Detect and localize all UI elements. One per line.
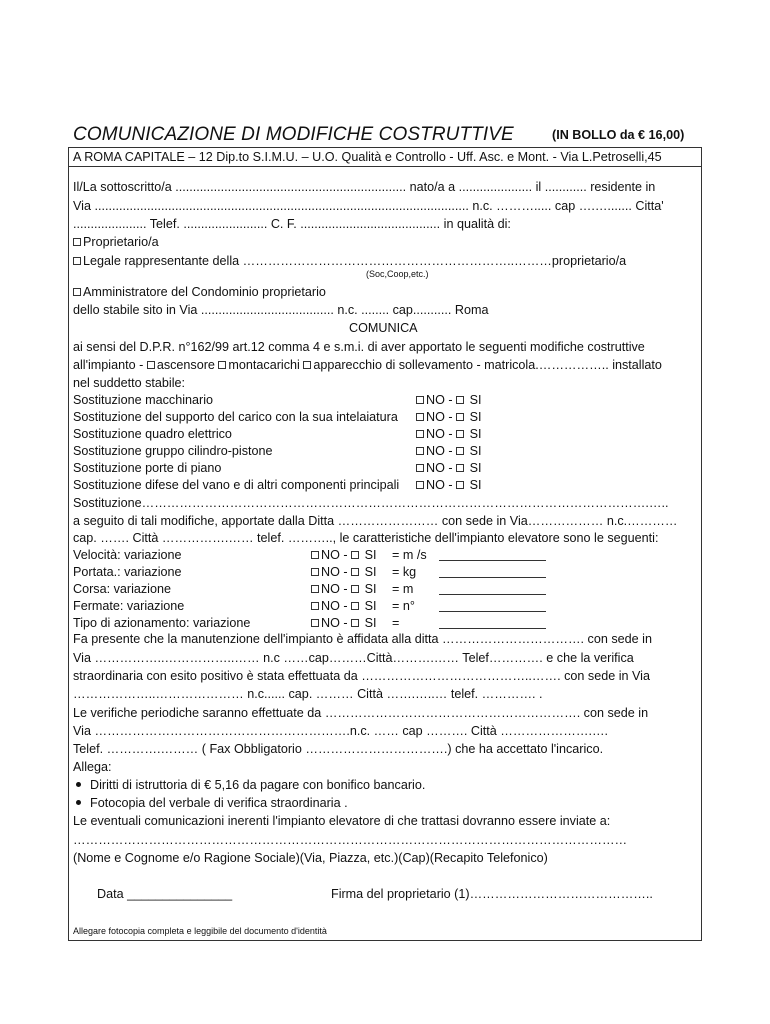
checkbox-icon[interactable]: [147, 361, 155, 369]
comunica-heading: COMUNICA: [349, 321, 418, 335]
checkbox-icon[interactable]: [351, 551, 359, 559]
manut-line-1[interactable]: Fa presente che la manutenzione dell'impianto è affidata alla ditta ……………………………. con sede in: [73, 632, 652, 646]
sostituzione-label: Sostituzione difese del vano e di altri componenti principali: [73, 478, 400, 492]
variazione-label: Velocità: variazione: [73, 548, 182, 562]
sostituzione-label: Sostituzione quadro elettrico: [73, 427, 232, 441]
header-divider: [68, 166, 702, 167]
variazione-row: [73, 616, 250, 630]
sostituzione-options: [416, 427, 482, 441]
no-label: NO -: [426, 427, 453, 441]
option-amministratore[interactable]: [73, 285, 326, 299]
no-label: NO -: [321, 582, 348, 596]
checkbox-icon[interactable]: [456, 464, 464, 472]
sostituzione-label: Sostituzione porte di piano: [73, 461, 222, 475]
si-label: SI: [469, 427, 482, 441]
si-label: SI: [469, 444, 482, 458]
si-label: SI: [364, 548, 377, 562]
checkbox-icon[interactable]: [456, 447, 464, 455]
option-proprietario[interactable]: [73, 235, 159, 249]
checkbox-icon[interactable]: [416, 447, 424, 455]
applicant-line-2[interactable]: Via ........................................................................................................... n.c. ………..... cap ….…....... Citta': [73, 199, 664, 213]
checkbox-icon[interactable]: [311, 585, 319, 593]
no-label: NO -: [426, 393, 453, 407]
ditta-line[interactable]: a seguito di tali modifiche, apportate dalla Ditta …………………… con sede in Via……………… n.c.…………: [73, 514, 678, 528]
option-label: Amministratore del Condominio proprietario: [83, 285, 326, 299]
impianto-line[interactable]: [73, 358, 662, 372]
variazione-value-field[interactable]: [439, 550, 546, 561]
applicant-line-1[interactable]: Il/La sottoscritto/a .................................................................. nato/a a ..................... il ............ residente in: [73, 180, 656, 194]
variazione-value-field[interactable]: [439, 567, 546, 578]
sostituzione-row: [73, 461, 221, 475]
allegato-text: Fotocopia del verbale di verifica straordinaria .: [90, 796, 348, 810]
firma-field[interactable]: Firma del proprietario (1)……………………………………..: [331, 887, 653, 901]
dpr-line: ai sensi del D.P.R. n°162/99 art.12 comma 4 e s.m.i. di aver apportato le seguenti modifiche costruttive: [73, 340, 645, 354]
si-label: SI: [469, 393, 482, 407]
option-label: ascensore: [156, 358, 215, 372]
checkbox-icon[interactable]: [416, 413, 424, 421]
footnote: Allegare fotocopia completa e leggibile del documento d'identità: [73, 926, 327, 936]
no-label: NO -: [426, 478, 453, 492]
checkbox-icon[interactable]: [416, 481, 424, 489]
variazione-unit: = m: [392, 582, 414, 596]
checkbox-icon[interactable]: [416, 396, 424, 404]
variazione-value-field[interactable]: [439, 584, 546, 595]
si-label: SI: [364, 582, 377, 596]
variazione-row: [73, 599, 184, 613]
bullet-icon: [76, 800, 81, 805]
checkbox-icon[interactable]: [73, 257, 81, 265]
checkbox-icon[interactable]: [218, 361, 226, 369]
sostituzione-row: [73, 478, 399, 492]
verif-line-1[interactable]: Le verifiche periodiche saranno effettuate da ……………………………………………………. con sede in: [73, 706, 649, 720]
checkbox-icon[interactable]: [311, 602, 319, 610]
no-label: NO -: [321, 548, 348, 562]
option-label: Legale rappresentante della ………………………………………………………..………proprietario/a: [83, 254, 627, 268]
allegato-text: Diritti di istruttoria di € 5,16 da pagare con bonifico bancario.: [90, 778, 426, 792]
bullet-icon: [76, 782, 81, 787]
comunicazioni-line: Le eventuali comunicazioni inerenti l'impianto elevatore di che trattasi dovranno essere inviate a:: [73, 814, 611, 828]
no-label: NO -: [426, 461, 453, 475]
si-label: SI: [469, 461, 482, 475]
si-label: SI: [364, 599, 377, 613]
variazione-unit: =: [392, 616, 400, 630]
option-legale[interactable]: [73, 254, 626, 268]
sostituzione-row: [73, 427, 232, 441]
sostituzione-label: Sostituzione gruppo cilindro-pistone: [73, 444, 273, 458]
variazione-options: [311, 599, 377, 613]
checkbox-icon[interactable]: [351, 585, 359, 593]
option-label: Proprietario/a: [83, 235, 159, 249]
checkbox-icon[interactable]: [311, 551, 319, 559]
variazione-row: [73, 582, 171, 596]
checkbox-icon[interactable]: [73, 288, 81, 296]
variazione-options: [311, 548, 377, 562]
recipient-line: A ROMA CAPITALE – 12 Dip.to S.I.M.U. – U.O. Qualità e Controllo - Uff. Asc. e Mont. - Via L.Petroselli,45: [73, 150, 662, 164]
sostituzione-options: [416, 410, 482, 424]
sostituzione-row: [73, 444, 273, 458]
cap-line[interactable]: cap. ……. Città …………….…… telef. ……….., le caratteristiche dell'impianto elevatore sono le seguenti:: [73, 531, 659, 545]
data-field[interactable]: Data _______________: [97, 887, 233, 901]
variazione-value-field[interactable]: [439, 618, 546, 629]
variazione-label: Portata.: variazione: [73, 565, 182, 579]
si-label: SI: [469, 478, 482, 492]
checkbox-icon[interactable]: [311, 568, 319, 576]
bollo-note: (IN BOLLO da € 16,00): [552, 128, 685, 142]
checkbox-icon[interactable]: [456, 413, 464, 421]
checkbox-icon[interactable]: [416, 430, 424, 438]
suddetto-line: nel suddetto stabile:: [73, 376, 186, 390]
si-label: SI: [364, 565, 377, 579]
no-label: NO -: [426, 410, 453, 424]
variazione-label: Fermate: variazione: [73, 599, 185, 613]
sostituzione-options: [416, 478, 482, 492]
variazione-unit: = n°: [392, 599, 415, 613]
sostituzione-options: [416, 393, 482, 407]
variazione-label: Tipo di azionamento: variazione: [73, 616, 251, 630]
sostituzione-row: [73, 410, 398, 424]
stabile-line[interactable]: dello stabile sito in Via ...................................... n.c. ........ cap........... Roma: [73, 303, 489, 317]
variazione-label: Corsa: variazione: [73, 582, 171, 596]
checkbox-icon[interactable]: [303, 361, 311, 369]
variazione-options: [311, 616, 377, 630]
no-label: NO -: [321, 616, 348, 630]
no-label: NO -: [321, 599, 348, 613]
no-label: NO -: [426, 444, 453, 458]
page-title: COMUNICAZIONE DI MODIFICHE COSTRUTTIVE: [73, 124, 514, 145]
option-label: montacarichi: [228, 358, 300, 372]
soc-hint: (Soc,Coop,etc.): [366, 269, 429, 279]
recipient-dots[interactable]: ……………………………………………………………………………………………………………………: [73, 833, 628, 847]
manut-line-3[interactable]: straordinaria con esito positivo è stata effettuata da …………………………………..……. con sede in Via: [73, 669, 650, 683]
verif-line-2[interactable]: Via …………………………………………………….n.c. …… cap ………. Città ………………….….: [73, 724, 609, 738]
si-label: SI: [469, 410, 482, 424]
variazione-value-field[interactable]: [439, 601, 546, 612]
sostituzione-label: Sostituzione macchinario: [73, 393, 214, 407]
checkbox-icon[interactable]: [73, 238, 81, 246]
manut-line-2[interactable]: Via ……………..……………..…… n.c ……cap………Città……….…… Telef…………. e che la verifica: [73, 651, 634, 665]
variazione-options: [311, 582, 377, 596]
checkbox-icon[interactable]: [416, 464, 424, 472]
variazione-row: [73, 548, 182, 562]
sostituzione-options: [416, 444, 482, 458]
sostituzione-other[interactable]: Sostituzione………………………………………………………………………………………………………….…..: [73, 496, 669, 510]
checkbox-icon[interactable]: [456, 481, 464, 489]
checkbox-icon[interactable]: [351, 568, 359, 576]
variazione-row: [73, 565, 182, 579]
sostituzione-options: [416, 461, 482, 475]
checkbox-icon[interactable]: [351, 619, 359, 627]
si-label: SI: [364, 616, 377, 630]
impianto-prefix: all'impianto -: [73, 358, 144, 372]
manut-line-4[interactable]: ………………..………………… n.c...... cap. ……… Città …….…..… telef. …………. .: [73, 687, 543, 701]
variazione-unit: = m /s: [392, 548, 427, 562]
recipient-hint: (Nome e Cognome e/o Ragione Sociale)(Via, Piazza, etc.)(Cap)(Recapito Telefonico): [73, 851, 548, 865]
checkbox-icon[interactable]: [311, 619, 319, 627]
no-label: NO -: [321, 565, 348, 579]
checkbox-icon[interactable]: [351, 602, 359, 610]
checkbox-icon[interactable]: [456, 396, 464, 404]
sostituzione-row: [73, 393, 213, 407]
applicant-line-3[interactable]: ..................... Telef. ........................ C. F. ........................................ in qualità di:: [73, 217, 511, 231]
verif-line-3[interactable]: Telef. ………….……… ( Fax Obbligatorio …………………………….) che ha accettato l'incarico.: [73, 742, 604, 756]
sostituzione-label: Sostituzione del supporto del carico con la sua intelaiatura: [73, 410, 398, 424]
checkbox-icon[interactable]: [456, 430, 464, 438]
allegato-item: [76, 796, 348, 810]
allega-heading: Allega:: [73, 760, 112, 774]
variazione-options: [311, 565, 377, 579]
allegato-item: [76, 778, 425, 792]
variazione-unit: = kg: [392, 565, 417, 579]
option-label: apparecchio di sollevamento - matricola.…………….. installato: [313, 358, 662, 372]
